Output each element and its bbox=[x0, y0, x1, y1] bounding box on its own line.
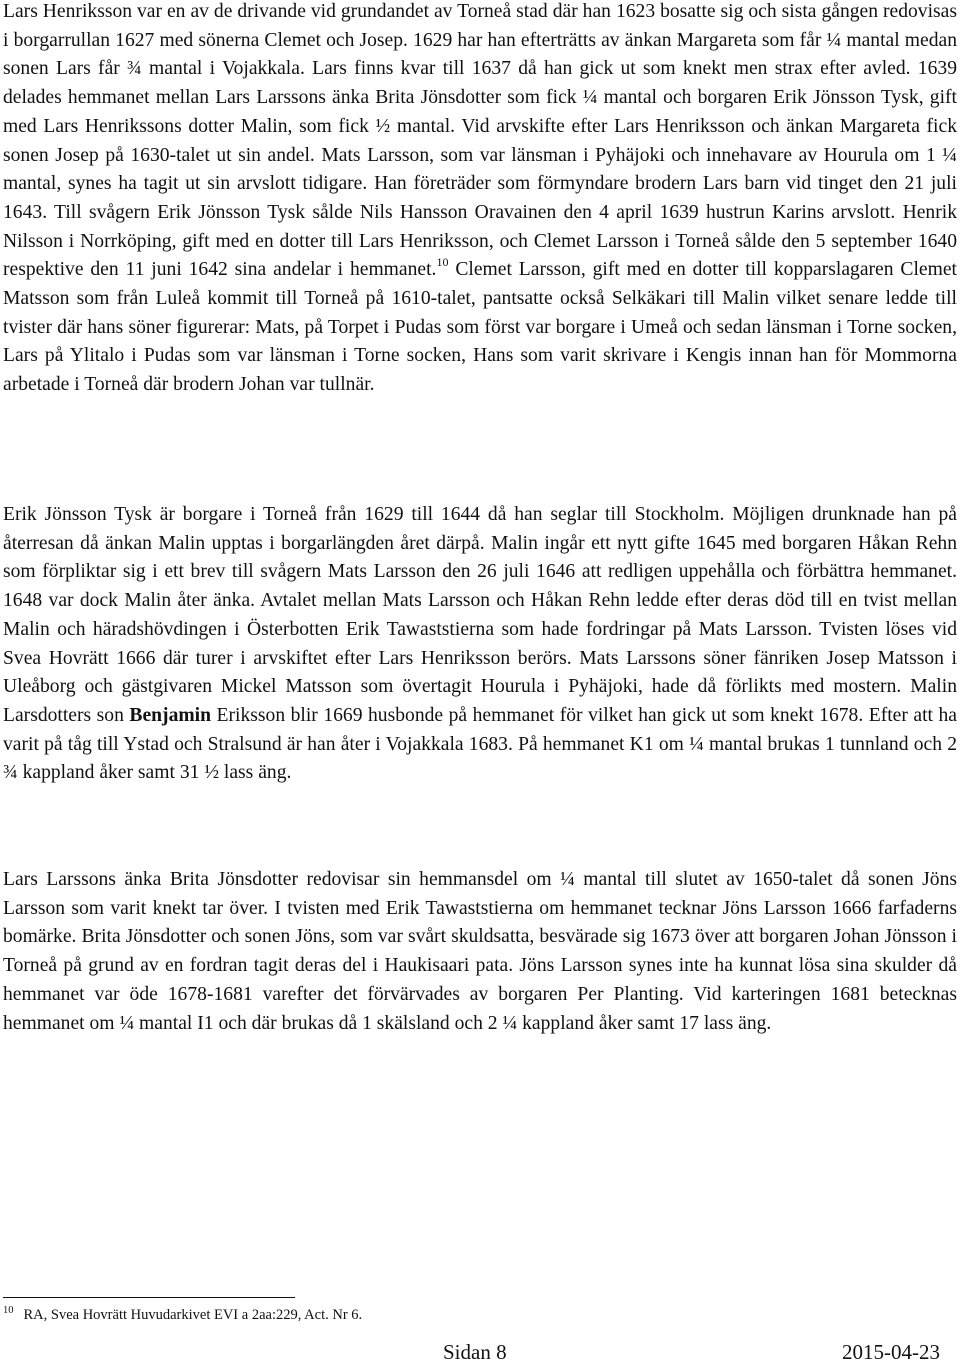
footnote-reference[interactable]: 10 bbox=[436, 255, 449, 270]
paragraph-2-bold-name: Benjamin bbox=[129, 704, 212, 726]
paragraph-2 bbox=[3, 501, 957, 788]
footnote-number: 10 bbox=[3, 1305, 14, 1316]
paragraph-1-text-b: Clemet Larsson, gift med en dotter till kopparslagaren Clemet Matsson som från Luleå kommit till Torneå på 1610-talet, pantsatte också Selkäkari till Malin vilket senare ledde till tvister där hans söner figurerar: Mats, på Torpet i Pudas som först var borgare i Umeå och sedan länsman i Torne socken, Lars på Ylitalo i Pudas som var länsman i Torne socken, Hans som varit skrivare i Kengis innan han för Mommorna arbetade i Torneå där brodern Johan var tullnär. bbox=[3, 259, 957, 396]
footnote-divider bbox=[3, 1297, 295, 1298]
paragraph-2-text-a: Erik Jönsson Tysk är borgare i Torneå från 1629 till 1644 då han seglar till Stockholm. Möjligen drunknade han på återresan då änkan Malin upptas i borgarlängden året därpå. Malin ingår ett nytt gifte 1645 med borgaren Håkan Rehn som förpliktar sig i ett brev till svågern Mats Larsson den 26 juli 1646 att redligen uppehålla och förbättra hemmanet. 1648 var dock Malin åter änka. Avtalet mellan Mats Larsson och Håkan Rehn ledde efter deras död till en tvist mellan Malin och häradshövdingen i Österbotten Erik Tawaststierna som hade fordringar på Mats Larsson. Tvisten löses vid Svea Hovrätt 1666 där turer i arvskiftet efter Lars Henriksson berörs. Mats Larssons söner fänriken Josep Matsson i Uleåborg och gästgivaren Mickel Matsson som övertagit Hourula i Pyhäjoki, hade då förlikts med mostern. Malin Larsdotters son bbox=[3, 504, 957, 726]
paragraph-2-text-b: Eriksson blir 1669 husbonde på hemmanet för vilket han gick ut som knekt 1678. Efter att ha varit på tåg till Ystad och Stralsund är han åter i Vojakkala 1683. På hemmanet K1 om ¼ mantal brukas 1 tunnland och 2 ¾ kappland åker samt 31 ½ lass äng. bbox=[3, 704, 957, 784]
paragraph-3-text: Lars Larssons änka Brita Jönsdotter redovisar sin hemmansdel om ¼ mantal till slutet av 1650-talet då sonen Jöns Larsson som varit knekt tar över. I tvisten med Erik Tawaststierna om hemmanet tecknar Jöns Larsson 1666 farfaderns bomärke. Brita Jönsdotter och sonen Jöns, som var svårt skuldsatta, besvärade sig 1673 över att borgaren Johan Jönsson i Torneå på grund av en fordran tagit deras del i Haukisaari pata. Jöns Larsson synes inte ha kunnat lösa sina skulder då hemmanet var öde 1678-1681 varefter det förvärvades av borgaren Per Planting. Vid karteringen 1681 betecknas hemmanet om ¼ mantal I1 och där brukas då 1 skälsland och 2 ¼ kappland åker samt 17 lass äng. bbox=[3, 869, 957, 1034]
paragraph-1-text-a: Lars Henriksson var en av de drivande vid grundandet av Torneå stad där han 1623 bosatte sig och sista gången redovisas i borgarrullan 1627 med sönerna Clemet och Josep. 1629 har han efterträtts av änkan Margareta som får ¼ mantal medan sonen Lars får ¾ mantal i Vojakkala. Lars finns kvar till 1637 då han gick ut som knekt men strax efter avled. 1639 delades hemmanet mellan Lars Larssons änka Brita Jönsdotter som fick ¼ mantal och borgaren Erik Jönsson Tysk, gift med Lars Henrikssons dotter Malin, som fick ½ mantal. Vid arvskifte efter Lars Henriksson och änkan Margareta fick sonen Josep på 1630-talet ut sin andel. Mats Larsson, som var länsman i Pyhäjoki och innehavare av Hourula om 1 ¼ mantal, synes ha tagit ut sin arvslott tidigare. Han företräder som förmyndare brodern Lars barn vid tinget den 21 juli 1643. Till svågern Erik Jönsson Tysk sålde Nils Hansson Oravainen den 4 april 1639 hustrun Karins arvslott. Henrik Nilsson i Norrköping, gift med en dotter till Lars Henriksson, och Clemet Larsson i Torneå sålde den 5 september 1640 respektive den 11 juni 1642 sina andelar i hemmanet. bbox=[3, 1, 957, 281]
footnote bbox=[3, 1305, 903, 1325]
footnote-text: RA, Svea Hovrätt Huvudarkivet EVI a 2aa:229, Act. Nr 6. bbox=[23, 1307, 363, 1323]
footer-date: 2015-04-23 bbox=[842, 1340, 940, 1364]
page-number: Sidan 8 bbox=[443, 1340, 507, 1364]
paragraph-1 bbox=[3, 0, 957, 400]
paragraph-3 bbox=[3, 866, 957, 1038]
